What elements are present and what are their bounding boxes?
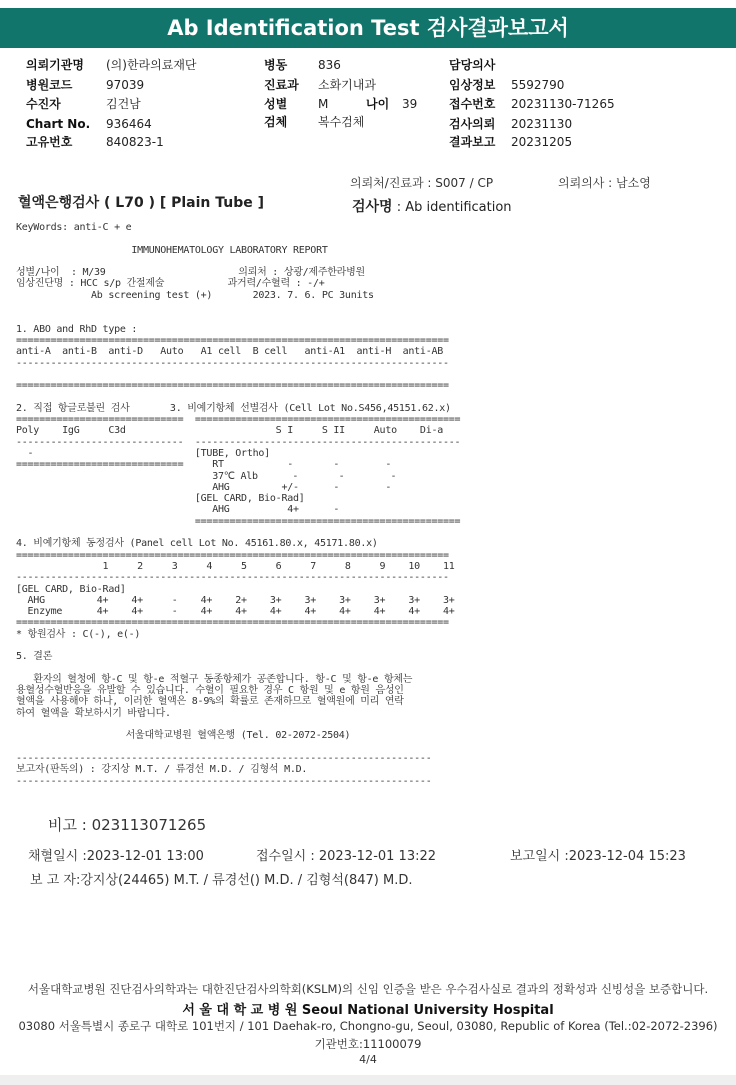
meta-value-sex: M bbox=[318, 97, 329, 111]
report-line: 환자의 혈청에 항-C 및 항-e 적혈구 동종항체가 공존합니다. 항-C 및 항-e 항체는 bbox=[16, 673, 413, 685]
report-line: 보고자(판독의) : 강지상 M.T. / 류경선 M.D. / 김형석 M.D. bbox=[16, 764, 308, 776]
reporter-line bbox=[30, 869, 413, 888]
report-line: KeyWords: anti-C + e bbox=[16, 222, 132, 233]
meta-value-department: 소화기내과 bbox=[318, 78, 376, 92]
report-line: [GEL CARD, Bio-Rad] bbox=[16, 583, 126, 595]
report-line: 혈액을 사용해야 하나, 이러한 혈액은 8-9%의 확률로 존재하므로 혈액원에 미리 연락 bbox=[16, 696, 404, 708]
report-line: AHG 4+ - bbox=[16, 504, 340, 516]
report-line: IMMUNOHEMATOLOGY LABORATORY REPORT bbox=[16, 244, 328, 256]
meta-value-clinical-info: 5592790 bbox=[511, 78, 565, 92]
report-line: 4. 비예기항체 동정검사 (Panel cell Lot No. 45161.80.x, 45171.80.x) bbox=[16, 538, 378, 550]
meta-value-institution: (의)한라의료재단 bbox=[106, 58, 197, 72]
meta-label-result-report: 결과보고 bbox=[449, 135, 496, 149]
section-title: 혈액은행검사 ( L70 ) [ Plain Tube ] bbox=[18, 195, 265, 211]
meta-label-chart-no: Chart No. bbox=[26, 117, 91, 131]
meta-label-doctor: 담당의사 bbox=[449, 58, 496, 72]
report-line: ------------------------------------------------------------------------ bbox=[16, 752, 432, 764]
meta-label-ward: 병동 bbox=[264, 58, 288, 72]
meta-label-specimen: 검체 bbox=[264, 115, 288, 129]
exam-name bbox=[352, 196, 512, 216]
remark bbox=[48, 814, 206, 835]
lab-report-body bbox=[16, 222, 460, 787]
report-line: * 항원검사 : C(-), e(-) bbox=[16, 628, 141, 640]
institution-number: 기관번호:11100079 bbox=[314, 1037, 422, 1051]
report-line: 1 2 3 4 5 6 7 8 9 10 11 bbox=[16, 560, 455, 572]
report-line: --------------------------------------------------------------------------- bbox=[16, 572, 449, 584]
meta-value-hospital-code: 97039 bbox=[106, 78, 145, 92]
meta-label-hospital-code: 병원코드 bbox=[26, 78, 73, 92]
report-line: AHG 4+ 4+ - 4+ 2+ 3+ 3+ 3+ 3+ 3+ 3+ bbox=[16, 594, 455, 606]
report-line: 2. 직접 항글로불린 검사 3. 비예기항체 선별검사 (Cell Lot No.S456,45151.62.x) bbox=[16, 402, 451, 414]
collection-datetime: 채혈일시 :2023-12-01 13:00 bbox=[28, 849, 204, 864]
remark-label: 비고 bbox=[48, 816, 77, 834]
meta-value-receipt-no: 20231130-71265 bbox=[511, 97, 615, 111]
meta-label-sex: 성별 bbox=[264, 97, 288, 111]
report-line: anti-A anti-B anti-D Auto A1 cell B cell anti-A1 anti-H anti-AB bbox=[16, 346, 444, 358]
request-department: 의뢰처/진료과 : S007 / CP bbox=[350, 176, 494, 190]
remark-value: : 023113071265 bbox=[81, 816, 207, 834]
meta-label-receipt-no: 접수번호 bbox=[449, 97, 496, 111]
hospital-name: 서 울 대 학 교 병 원 Seoul National University Hospital bbox=[182, 1003, 554, 1018]
meta-label-department: 진료과 bbox=[264, 78, 299, 92]
request-doctor: 의뢰의사 : 남소영 bbox=[558, 176, 651, 190]
reporter-label: 보 고 자 bbox=[30, 873, 76, 888]
report-line: 하여 혈액을 확보하시기 바랍니다. bbox=[16, 707, 171, 719]
page-number: 4/4 bbox=[359, 1053, 377, 1066]
meta-value-age: 39 bbox=[402, 97, 418, 111]
report-line: ------------------------------------------------------------------------ bbox=[16, 775, 432, 787]
page-bottom-margin bbox=[0, 1075, 736, 1085]
meta-label-test-request: 검사의뢰 bbox=[449, 117, 496, 131]
meta-value-patient: 김건남 bbox=[106, 97, 141, 111]
meta-label-patient: 수진자 bbox=[26, 97, 61, 111]
report-line: 용혈성수혈반응을 유발할 수 있습니다. 수혈이 필요한 경우 C 항원 및 e 항원 음성인 bbox=[16, 685, 404, 697]
report-title: Ab Identification Test 검사결과보고서 bbox=[0, 8, 736, 48]
meta-value-specimen: 복수검체 bbox=[318, 115, 365, 129]
meta-value-result-report: 20231205 bbox=[511, 135, 573, 149]
report-line: Enzyme 4+ 4+ - 4+ 4+ 4+ 4+ 4+ 4+ 4+ 4+ bbox=[16, 606, 455, 618]
meta-value-test-request: 20231130 bbox=[511, 117, 573, 131]
report-line: 성별/나이 : M/39 의뢰처 : 상광/제주한라병원 bbox=[16, 267, 365, 279]
exam-label: 검사명 bbox=[352, 199, 393, 215]
certification-text: 서울대학교병원 진단검사의학과는 대한진단검사의학회(KSLM)의 신임 인증을 받은 우수검사실로 결과의 정확성과 신빙성을 보증합니다. bbox=[27, 982, 709, 996]
report-line: Ab screening test (+) 2023. 7. 6. PC 3units bbox=[16, 289, 374, 301]
hospital-address: 03080 서울특별시 종로구 대학로 101번지 / 101 Daehak-ro, Chongno-gu, Seoul, 03080, Republic of Korea (Tel.:02-2072-2396) bbox=[18, 1019, 718, 1033]
report-line: 1. ABO and RhD type : bbox=[16, 323, 138, 335]
report-line: ============================= RT - - - bbox=[16, 459, 392, 471]
report-line: =========================================================================== bbox=[16, 334, 449, 346]
report-line: ============================= ============================================== bbox=[16, 414, 461, 426]
report-line: 37℃ Alb - - - bbox=[16, 470, 397, 482]
meta-label-institution: 의뢰기관명 bbox=[26, 58, 84, 72]
meta-label-clinical-info: 임상정보 bbox=[449, 78, 496, 92]
report-line: 임상진단명 : HCC s/p 간절제술 과거력/수혈력 : -/+ bbox=[16, 278, 325, 290]
report-line: Poly IgG C3d S I S II Auto Di-a bbox=[16, 425, 444, 437]
report-line: =========================================================================== bbox=[16, 617, 449, 629]
reporter-value: :강지상(24465) M.T. / 류경선() M.D. / 김형석(847) M.D. bbox=[75, 873, 413, 888]
report-datetime: 보고일시 :2023-12-04 15:23 bbox=[510, 849, 686, 864]
report-line: ----------------------------- ---------------------------------------------- bbox=[16, 436, 461, 448]
report-line: 5. 결론 bbox=[16, 651, 53, 663]
report-line: --------------------------------------------------------------------------- bbox=[16, 357, 449, 369]
report-line: - [TUBE, Ortho] bbox=[16, 447, 270, 459]
meta-value-unique-no: 840823-1 bbox=[106, 135, 164, 149]
meta-value-chart-no: 936464 bbox=[106, 117, 152, 131]
report-line: =========================================================================== bbox=[16, 380, 449, 392]
report-line: AHG +/- - - bbox=[16, 481, 392, 493]
exam-value: : Ab identification bbox=[396, 200, 512, 215]
report-line: [GEL CARD, Bio-Rad] bbox=[16, 493, 305, 505]
meta-value-ward: 836 bbox=[318, 58, 341, 72]
meta-label-age: 나이 bbox=[366, 97, 390, 111]
report-line: 서울대학교병원 혈액은행 (Tel. 02-2072-2504) bbox=[16, 730, 351, 742]
receipt-datetime: 접수일시 : 2023-12-01 13:22 bbox=[256, 849, 437, 864]
report-line: =========================================================================== bbox=[16, 549, 449, 561]
meta-label-unique-no: 고유번호 bbox=[26, 135, 73, 149]
report-line: ============================================== bbox=[16, 515, 461, 527]
